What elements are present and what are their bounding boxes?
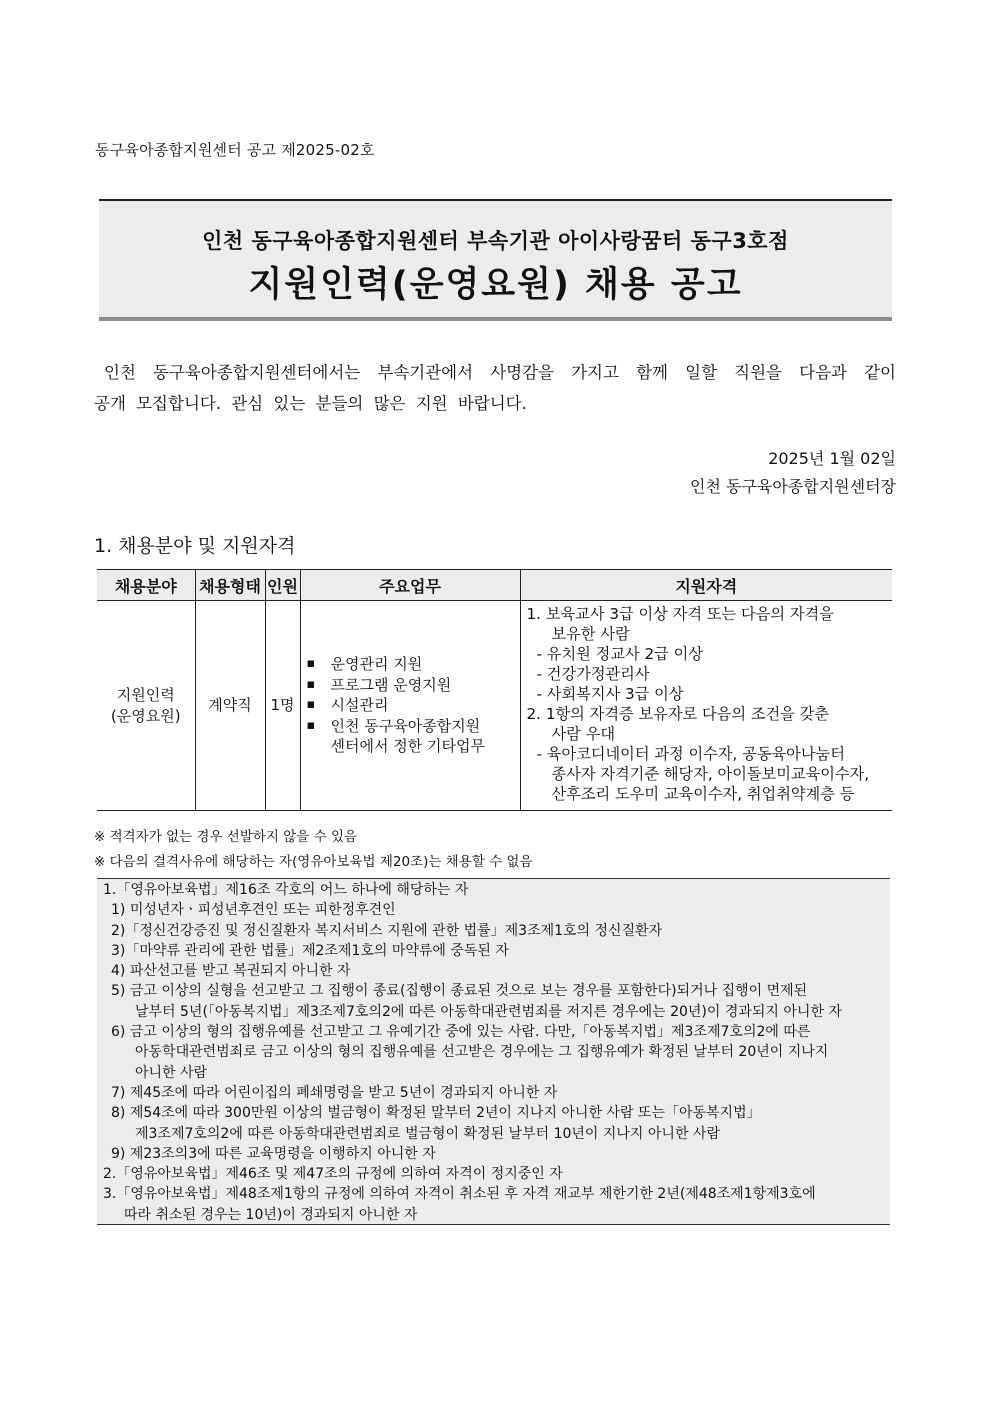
intro-line-1: 인천 동구육아종합지원센터에서는 부속기관에서 사명감을 가지고 함께 일할 직원을 다음과 같이 xyxy=(104,363,896,382)
cell-duties xyxy=(300,601,520,811)
qualification-line: 보유한 사람 xyxy=(551,625,630,643)
cell-field xyxy=(97,601,195,811)
section-title-recruitment: 1. 채용분야 및 지원자격 xyxy=(94,535,296,557)
announcement-date: 2025년 1월 02일 xyxy=(768,449,896,468)
disqualification-line: 아동학대관련범죄로 금고 이상의 형의 집행유예를 선고받은 경우에는 그 집행유예가 확정된 날부터 20년이 지나지 xyxy=(135,1044,829,1061)
disqualification-line: 2)「정신건강증진 및 정신질환자 복지서비스 지원에 관한 법률」제3조제1호의 정신질환자 xyxy=(111,922,663,939)
qualification-line: 산후조리 도우미 교육이수자, 취업취약계층 등 xyxy=(551,785,855,803)
qualification-line: 1. 보육교사 3급 이상 자격 또는 다음의 자격을 xyxy=(526,605,834,623)
notice-number: 동구육아종합지원센터 공고 제2025-02호 xyxy=(95,141,375,159)
disqualification-line: 7) 제45조에 따라 어린이집의 폐쇄명령을 받고 5년이 경과되지 아니한 자 xyxy=(111,1084,558,1101)
recruitment-table xyxy=(97,569,892,811)
note-1: ※ 적격자가 없는 경우 선발하지 않을 수 있음 xyxy=(94,829,358,845)
field-line-1: 지원인력 xyxy=(116,685,175,704)
cell-qualifications xyxy=(520,601,892,811)
duty-item xyxy=(307,716,520,757)
disqualification-line: 2.「영유아보육법」제46조 및 제47조의 규정에 의하여 자격이 정지중인 자 xyxy=(103,1166,563,1183)
disqualification-line: 따라 취소된 경우는 10년)이 경과되지 아니한 자 xyxy=(124,1206,418,1223)
duty-item-text: 센터에서 정한 기타업무 xyxy=(330,737,485,756)
duties-list xyxy=(301,654,520,757)
table-row xyxy=(97,601,892,811)
disqualification-line: 1.「영유아보육법」제16조 각호의 어느 하나에 해당하는 자 xyxy=(103,882,469,898)
qualification-line: - 사회복지사 3급 이상 xyxy=(536,685,684,703)
qualification-line: 2. 1항의 자격증 보유자로 다음의 조건을 갖춘 xyxy=(526,705,830,723)
header-count: 인원 xyxy=(265,570,300,601)
title-box xyxy=(99,199,892,321)
qualification-line: 사람 우대 xyxy=(551,725,616,743)
duty-item-text: 인천 동구육아종합지원 xyxy=(330,716,481,735)
disqualification-line: 제3조제7호의2에 따른 아동학대관련범죄로 벌금형이 확정된 날부터 10년이 지나지 아니한 사람 xyxy=(135,1125,720,1142)
qualification-line: - 유치원 정교사 2급 이상 xyxy=(536,645,703,663)
title-subtitle: 인천 동구육아종합지원센터 부속기관 아이사랑꿈터 동구3호점 xyxy=(202,229,789,253)
cell-type: 계약직 xyxy=(195,601,265,811)
qualification-line: - 육아코디네이터 과정 이수자, 공동육아나눔터 xyxy=(536,745,845,763)
header-duties: 주요업무 xyxy=(300,570,520,601)
qualification-line: - 건강가정관리사 xyxy=(536,665,650,683)
disqualification-box xyxy=(97,878,890,1225)
disqualification-line: 1) 미성년자ㆍ피성년후견인 또는 피한정후견인 xyxy=(111,902,396,919)
disqualification-line: 3)「마약류 관리에 관한 법률」제2조제1호의 마약류에 중독된 자 xyxy=(111,942,509,959)
note-2: ※ 다음의 결격사유에 해당하는 자(영유아보육법 제20조)는 채용할 수 없음 xyxy=(94,854,533,870)
cell-count: 1명 xyxy=(265,601,300,811)
disqualification-line: 아니한 사람 xyxy=(135,1064,208,1081)
duty-item: ▪ 시설관리 xyxy=(307,695,520,716)
header-field: 채용분야 xyxy=(97,570,195,601)
field-line-2: (운영요원) xyxy=(110,706,181,725)
duty-item: ▪ 프로그램 운영지원 xyxy=(307,675,520,696)
header-type: 채용형태 xyxy=(195,570,265,601)
disqualification-line: 5) 금고 이상의 실형을 선고받고 그 집행이 종료(집행이 종료된 것으로 보는 경우를 포함한다)되거나 집행이 면제된 xyxy=(111,983,808,1000)
intro-line-2: 공개 모집합니다. 관심 있는 분들의 많은 지원 바랍니다. xyxy=(94,394,527,413)
disqualification-line: 9) 제23조의3에 따른 교육명령을 이행하지 아니한 자 xyxy=(111,1145,436,1162)
signer: 인천 동구육아종합지원센터장 xyxy=(689,477,896,496)
disqualification-line: 6) 금고 이상의 형의 집행유예를 선고받고 그 유예기간 중에 있는 사람. 다만,「아동복지법」제3조제7호의2에 따른 xyxy=(111,1024,811,1041)
qualification-line: 종사자 자격기준 해당자, 아이돌보미교육이수자, xyxy=(551,765,870,783)
intro-paragraph xyxy=(94,357,896,419)
disqualification-line: 3.「영유아보육법」제48조제1항의 규정에 의하여 자격이 취소된 후 자격 재교부 제한기한 2년(제48조제1항제3호에 xyxy=(103,1186,816,1203)
disqualification-line: 8) 제54조에 따라 300만원 이상의 벌금형이 확정된 말부터 2년이 지나지 아니한 사람 또는「아동복지법」 xyxy=(111,1105,761,1122)
table-header-row xyxy=(97,570,892,601)
page-title: 지원인력(운영요원) 채용 공고 xyxy=(248,265,743,305)
disqualification-line: 날부터 5년(「아동복지법」제3조제7호의2에 따른 아동학대관련범죄를 저지른 경우에는 20년)이 경과되지 아니한 자 xyxy=(135,1003,842,1020)
header-qualifications: 지원자격 xyxy=(520,570,892,601)
disqualification-line: 4) 파산선고를 받고 복권되지 아니한 자 xyxy=(111,963,351,980)
duty-item: ▪ 운영관리 지원 xyxy=(307,654,520,675)
